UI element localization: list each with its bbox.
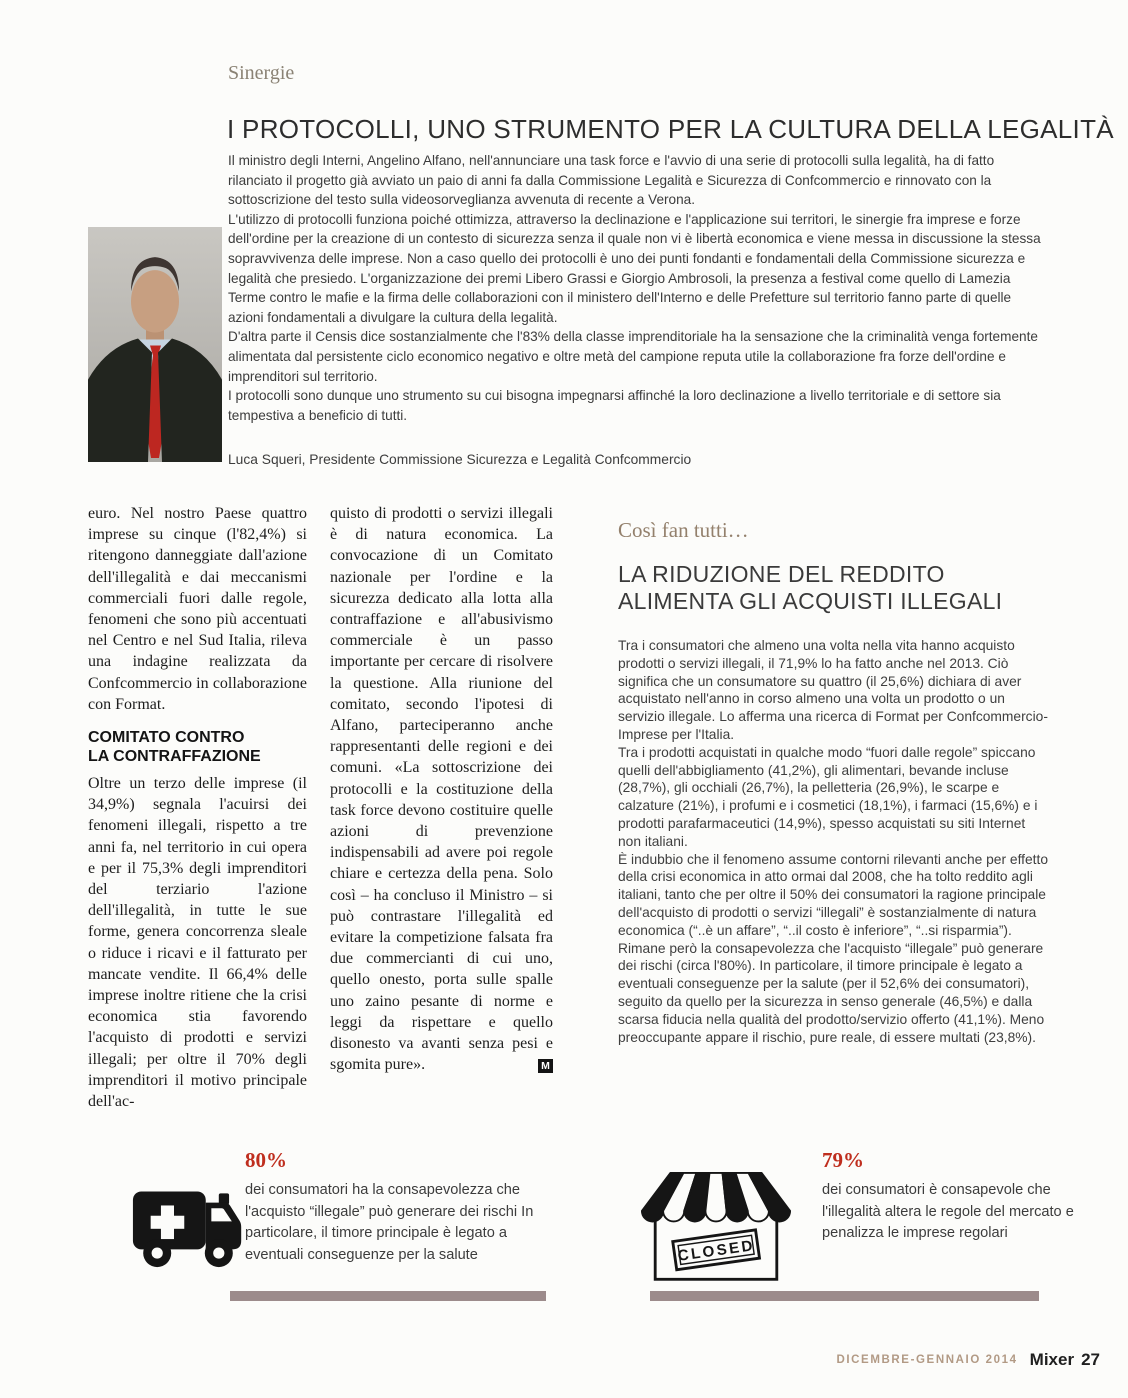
page-number: 27 bbox=[1081, 1350, 1100, 1369]
intro-paragraph: I protocolli sono dunque uno strumento su cui bisogna impegnarsi affinché la loro declinazione a livello territoriale e di settore sia tempestiva a beneficio di tutti. bbox=[228, 388, 1001, 423]
article-intro bbox=[228, 151, 1046, 425]
intro-paragraph: D'altra parte il Censis dice sostanzialmente che l'83% della classe imprenditoriale ha la sensazione che la criminalità venga fortemente alimentata dal persistente ciclo economico negativo e oltre metà del campione reputa utile la collaborazione fra forze dell'ordine e imprenditori sul territorio. bbox=[228, 329, 1038, 384]
sidebar-paragraph: Tra i prodotti acquistati in qualche modo “fuori dalle regole” spiccano quelli dell'abbigliamento (41,2%), gli alimentari, bevande incluse (28,7%), gli occhiali (26,7%), la pelletteria (26,9%), le scarpe e calzature (21%), i profumi e i cosmetici (18,1%), i farmaci (15,6%) e i prodotti parafarmaceutici (14,9%), spesso acquistati su siti Internet non italiani. bbox=[618, 744, 1038, 849]
column-paragraph bbox=[330, 503, 553, 1075]
issue-date: DICEMBRE-GENNAIO 2014 bbox=[836, 1354, 1018, 1366]
ambulance-icon bbox=[132, 1178, 244, 1274]
bottom-rule-left bbox=[230, 1291, 546, 1301]
portrait-photo-illustration bbox=[88, 227, 222, 462]
column-text: quisto di prodotti o servizi illegali è di natura economica. La convocazione di un Comitato nazionale per l'ordine e la sicurezza dedicato alla lotta alla contraffazione e all'abusivismo commerciale è un passo importante per cercare di risolvere la questione. Alla riunione del comitato, secondo l'ipotesi di Alfano, parteciperanno anche rappresentanti delle regioni e dei comuni. «La sottoscrizione dei protocolli e la costituzione della task force devono costituire quelle azioni di prevenzione indispensabili ad avere poi regole chiare e certezza della pena. Solo così – ha concluso il Ministro – si può contrastare l'illegalità ed evitare la competizione falsata fra due commercianti di cui uno, quello onesto, porta sulle spalle uno zaino pesante di norme e leggi da rispettare e quello disonesto va avanti senza pesi e sgomita pure». bbox=[330, 505, 553, 1074]
intro-paragraph: Il ministro degli Interni, Angelino Alfano, nell'annunciare una task force e l'avvio di una serie di protocolli sulla legalità, ha di fatto rilanciato il progetto già avviato un paio di anni fa dalla Commissione Legalità e Sicurezza di Confcommercio e rinnovato con la sottoscrizione del testo sulla videosorveglianza avvenuta di recente a Verona. bbox=[228, 153, 995, 208]
bottom-rule-right bbox=[650, 1291, 1039, 1301]
subhead-line: COMITATO CONTRO bbox=[88, 729, 245, 747]
section-kicker: Sinergie bbox=[228, 62, 295, 84]
sidebar-body bbox=[618, 637, 1048, 1046]
sidebar-paragraph: Tra i consumatori che almeno una volta nella vita hanno acquisto prodotti o servizi illegali, il 71,9% lo ha fatto anche nel 2013. Ciò significa che un consumatore su quattro (il 25,6%) dichiara di aver acquistato nell'anno in corso almeno una volta un prodotto o un servizio illegale. Lo afferma una ricerca di Format per Confcommercio-Imprese per l'Italia. bbox=[618, 638, 1048, 742]
stat-80-percent: 80% bbox=[245, 1148, 287, 1172]
stat-79-percent: 79% bbox=[822, 1148, 864, 1172]
end-of-article-mark: M bbox=[538, 1059, 553, 1073]
sidebar-article bbox=[618, 518, 1048, 1046]
callout-text-health: dei consumatori ha la consapevolezza che l'acquisto “illegale” può generare dei rischi In particolare, il timore principale è legato a eventuali conseguenze per la salute bbox=[245, 1182, 534, 1263]
sidebar-paragraph: È indubbio che il fenomeno assume contorni rilevanti anche per effetto della crisi economica in atto ormai dal 2008, che ha tolto reddito agli italiani, tanto che per oltre il 50% dei consumatori la ragione principale dell'acquisto di prodotti o servizi “illegali” è sostanzialmente di natura economica (“..è un affare”, “..il costo è inferiore”, “..si risparmia”). Rimane però la consapevolezza che l'acquisto “illegale” può generare dei rischi (circa l'80%). In particolare, il timore principale è legato a eventuali conseguenze per la salute (per il 52,6% dei consumatori), seguito da quello per la sicurezza in senso generale (46,5%) e dalla scarsa fiducia nella qualità del prodotto/servizio offerto (41,1%). Meno preoccupante appare il rischio, pure reale, di essere multati (23,8%). bbox=[618, 851, 1049, 1045]
column-subhead bbox=[88, 728, 307, 766]
article-title: I PROTOCOLLI, UNO STRUMENTO PER LA CULTURA DELLA LEGALITÀ bbox=[227, 114, 1114, 145]
intro-paragraph: L'utilizzo di protocolli funziona poiché ottimizza, attraverso la declinazione e l'applicazione sui territori, le sinergie fra imprese e forze dell'ordine per la creazione di un contesto di sicurezza senza il quale non vi è libertà economica e viene messa in discussione la stessa sopravvivenza delle imprese. Non a caso quello dei protocolli è uno dei punti fondanti e fondamentali della Commissione sicurezza e legalità che presiedo. L'organizzazione dei premi Libero Grassi e Giorgio Ambrosoli, la presenza a festival come quello di Lamezia Terme contro le mafie e la firma delle collaborazioni con il ministero dell'Interno e delle Prefetture sul territorio fanno parte di quelle azioni fondamentali a divulgare la cultura della legalità. bbox=[228, 211, 1041, 325]
body-column-2 bbox=[330, 503, 553, 1075]
callout-text-market: dei consumatori è consapevole che l'illegalità altera le regole del mercato e penalizza le imprese regolari bbox=[822, 1182, 1074, 1241]
sidebar-kicker: Così fan tutti… bbox=[618, 518, 749, 542]
closed-market-stall-icon bbox=[640, 1168, 792, 1288]
portrait-photo bbox=[88, 227, 222, 462]
subhead-line: LA CONTRAFFAZIONE bbox=[88, 748, 261, 766]
body-column-1 bbox=[88, 503, 307, 1112]
column-paragraph: Oltre un terzo delle imprese (il 34,9%) segnala l'acuirsi dei fenomeni illegali, rispetto a tre anni fa, nel territorio in cui opera e per il 75,3% degli imprenditori del terziario l'azione dell'illegalità, in tutte le sue forme, genera concorrenza sleale o riduce i ricavi e il fatturato per mancate vendite. Il 66,4% delle imprese inoltre ritiene che la crisi economica stia favorendo l'acquisto di prodotti e servizi illegali; per oltre il 70% degli imprenditori il motivo principale dell'ac- bbox=[88, 775, 307, 1111]
sidebar-title: LA RIDUZIONE DEL REDDITO ALIMENTA GLI ACQUISTI ILLEGALI bbox=[618, 561, 1003, 614]
magazine-name: Mixer bbox=[1029, 1350, 1075, 1369]
closed-sign-label: CLOSED bbox=[676, 1237, 756, 1265]
byline: Luca Squeri, Presidente Commissione Sicurezza e Legalità Confcommercio bbox=[228, 452, 692, 467]
page-footer bbox=[560, 1350, 1100, 1370]
column-paragraph: euro. Nel nostro Paese quattro imprese su cinque (l'82,4%) si ritengono danneggiate dall'azione dell'illegalità e dai meccanismi commerciali fuori dalle regole, fenomeni che sono più accentuati nel Centro e nel Sud Italia, rileva una indagine realizzata da Confcommercio in collaborazione con Format. bbox=[88, 505, 307, 713]
